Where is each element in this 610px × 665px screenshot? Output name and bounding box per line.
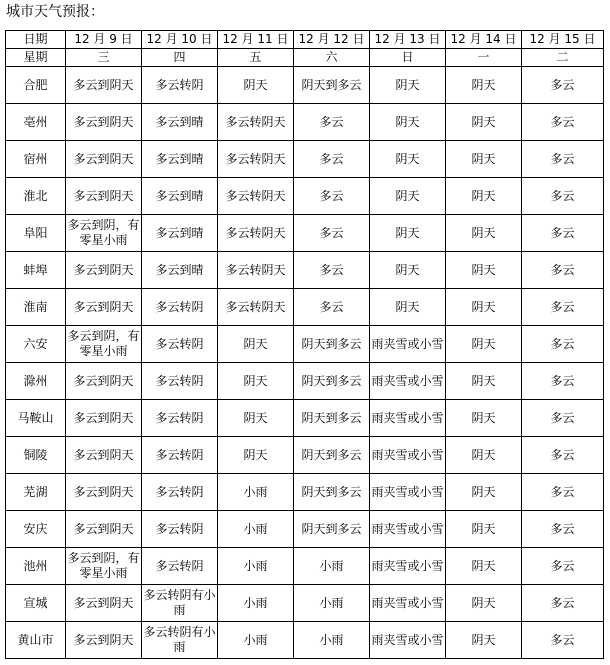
city-name-cell: 蚌埠 xyxy=(6,252,66,289)
forecast-cell: 多云 xyxy=(522,622,604,659)
forecast-cell: 多云转阴有小雨 xyxy=(142,622,218,659)
forecast-cell: 小雨 xyxy=(294,622,370,659)
forecast-cell: 多云 xyxy=(294,178,370,215)
date-cell: 12 月 12 日 xyxy=(294,31,370,49)
forecast-cell: 多云到阴天 xyxy=(66,437,142,474)
forecast-cell: 多云 xyxy=(522,178,604,215)
forecast-cell: 多云转阴天 xyxy=(218,252,294,289)
forecast-cell: 阴天 xyxy=(370,141,446,178)
forecast-cell: 阴天 xyxy=(218,326,294,363)
forecast-cell: 阴天 xyxy=(446,437,522,474)
forecast-cell: 多云 xyxy=(522,548,604,585)
forecast-cell: 阴天到多云 xyxy=(294,511,370,548)
forecast-cell: 多云到阴，有零星小雨 xyxy=(66,548,142,585)
table-row xyxy=(6,252,604,289)
page-title: 城市天气预报： xyxy=(6,4,104,20)
forecast-cell: 多云转阴 xyxy=(142,363,218,400)
forecast-cell: 阴天 xyxy=(370,215,446,252)
forecast-cell: 多云到阴天 xyxy=(66,141,142,178)
forecast-cell: 小雨 xyxy=(294,548,370,585)
forecast-cell: 多云转阴天 xyxy=(218,289,294,326)
city-name-cell: 合肥 xyxy=(6,67,66,104)
forecast-cell: 阴天到多云 xyxy=(294,363,370,400)
forecast-cell: 阴天 xyxy=(446,104,522,141)
forecast-cell: 多云转阴天 xyxy=(218,141,294,178)
weekday-cell: 一 xyxy=(446,49,522,67)
date-header-row xyxy=(6,31,604,49)
forecast-cell: 多云 xyxy=(522,400,604,437)
forecast-cell: 阴天 xyxy=(446,141,522,178)
table-row xyxy=(6,141,604,178)
weekday-cell: 六 xyxy=(294,49,370,67)
forecast-cell: 多云转阴 xyxy=(142,289,218,326)
forecast-cell: 多云到晴 xyxy=(142,178,218,215)
weekday-cell: 五 xyxy=(218,49,294,67)
forecast-cell: 阴天 xyxy=(446,215,522,252)
forecast-cell: 多云 xyxy=(522,363,604,400)
forecast-cell: 阴天 xyxy=(446,326,522,363)
forecast-cell: 多云到阴天 xyxy=(66,363,142,400)
table-row xyxy=(6,548,604,585)
forecast-cell: 多云 xyxy=(522,252,604,289)
forecast-cell: 阴天到多云 xyxy=(294,437,370,474)
date-header-label: 日期 xyxy=(6,31,66,49)
forecast-cell: 阴天 xyxy=(218,437,294,474)
forecast-cell: 小雨 xyxy=(218,622,294,659)
forecast-cell: 阴天 xyxy=(370,67,446,104)
weekday-header-row xyxy=(6,49,604,67)
forecast-cell: 多云 xyxy=(294,215,370,252)
weekday-cell: 四 xyxy=(142,49,218,67)
table-row xyxy=(6,474,604,511)
forecast-cell: 阴天 xyxy=(446,511,522,548)
table-row xyxy=(6,104,604,141)
forecast-cell: 多云转阴有小雨 xyxy=(142,585,218,622)
table-row xyxy=(6,289,604,326)
forecast-cell: 多云转阴 xyxy=(142,511,218,548)
forecast-cell: 多云 xyxy=(522,326,604,363)
forecast-cell: 多云 xyxy=(522,104,604,141)
forecast-cell: 阴天 xyxy=(370,104,446,141)
date-cell: 12 月 15 日 xyxy=(522,31,604,49)
forecast-cell: 多云 xyxy=(522,289,604,326)
forecast-cell: 多云 xyxy=(522,511,604,548)
forecast-cell: 阴天 xyxy=(218,67,294,104)
forecast-cell: 多云 xyxy=(294,252,370,289)
forecast-cell: 小雨 xyxy=(294,585,370,622)
forecast-cell: 多云到阴天 xyxy=(66,474,142,511)
forecast-cell: 多云到阴，有零星小雨 xyxy=(66,326,142,363)
city-name-cell: 宿州 xyxy=(6,141,66,178)
forecast-cell: 多云转阴 xyxy=(142,437,218,474)
date-cell: 12 月 14 日 xyxy=(446,31,522,49)
forecast-cell: 多云转阴天 xyxy=(218,215,294,252)
city-name-cell: 淮北 xyxy=(6,178,66,215)
forecast-cell: 多云到晴 xyxy=(142,104,218,141)
forecast-cell: 多云 xyxy=(522,215,604,252)
weekday-header-label: 星期 xyxy=(6,49,66,67)
table-row xyxy=(6,326,604,363)
city-name-cell: 池州 xyxy=(6,548,66,585)
forecast-cell: 阴天 xyxy=(446,178,522,215)
forecast-cell: 多云 xyxy=(294,289,370,326)
forecast-cell: 阴天 xyxy=(446,548,522,585)
forecast-cell: 小雨 xyxy=(218,511,294,548)
table-row xyxy=(6,622,604,659)
table-row xyxy=(6,67,604,104)
forecast-cell: 阴天到多云 xyxy=(294,326,370,363)
forecast-cell: 雨夹雪或小雪 xyxy=(370,326,446,363)
city-name-cell: 芜湖 xyxy=(6,474,66,511)
forecast-cell: 阴天 xyxy=(370,252,446,289)
forecast-cell: 阴天 xyxy=(446,400,522,437)
forecast-cell: 多云到阴天 xyxy=(66,289,142,326)
forecast-cell: 多云到阴，有零星小雨 xyxy=(66,215,142,252)
forecast-cell: 多云 xyxy=(522,585,604,622)
weekday-cell: 三 xyxy=(66,49,142,67)
forecast-cell: 多云到晴 xyxy=(142,215,218,252)
forecast-cell: 阴天 xyxy=(218,400,294,437)
forecast-cell: 阴天 xyxy=(446,289,522,326)
forecast-cell: 雨夹雪或小雪 xyxy=(370,474,446,511)
forecast-cell: 多云到阴天 xyxy=(66,400,142,437)
forecast-cell: 阴天 xyxy=(446,474,522,511)
date-cell: 12 月 9 日 xyxy=(66,31,142,49)
city-name-cell: 黄山市 xyxy=(6,622,66,659)
forecast-cell: 多云转阴天 xyxy=(218,178,294,215)
forecast-cell: 多云到阴天 xyxy=(66,511,142,548)
city-name-cell: 淮南 xyxy=(6,289,66,326)
forecast-cell: 阴天到多云 xyxy=(294,474,370,511)
date-cell: 12 月 11 日 xyxy=(218,31,294,49)
forecast-cell: 多云到阴天 xyxy=(66,622,142,659)
forecast-cell: 阴天 xyxy=(370,289,446,326)
forecast-table xyxy=(5,30,604,659)
forecast-cell: 阴天 xyxy=(446,252,522,289)
city-name-cell: 滁州 xyxy=(6,363,66,400)
city-name-cell: 安庆 xyxy=(6,511,66,548)
forecast-cell: 小雨 xyxy=(218,548,294,585)
forecast-cell: 阴天 xyxy=(446,622,522,659)
forecast-cell: 阴天 xyxy=(218,363,294,400)
forecast-cell: 阴天 xyxy=(446,585,522,622)
forecast-cell: 多云到阴天 xyxy=(66,67,142,104)
forecast-cell: 阴天 xyxy=(446,363,522,400)
table-row xyxy=(6,585,604,622)
forecast-cell: 多云转阴 xyxy=(142,67,218,104)
forecast-cell: 多云到阴天 xyxy=(66,585,142,622)
table-row xyxy=(6,215,604,252)
date-cell: 12 月 10 日 xyxy=(142,31,218,49)
city-name-cell: 马鞍山 xyxy=(6,400,66,437)
forecast-cell: 多云 xyxy=(522,474,604,511)
table-row xyxy=(6,363,604,400)
forecast-cell: 多云 xyxy=(294,141,370,178)
forecast-cell: 多云 xyxy=(522,141,604,178)
weekday-cell: 二 xyxy=(522,49,604,67)
forecast-cell: 雨夹雪或小雪 xyxy=(370,511,446,548)
forecast-cell: 多云到阴天 xyxy=(66,178,142,215)
forecast-cell: 雨夹雪或小雪 xyxy=(370,548,446,585)
forecast-cell: 阴天到多云 xyxy=(294,67,370,104)
forecast-cell: 多云转阴 xyxy=(142,474,218,511)
forecast-cell: 多云 xyxy=(294,104,370,141)
table-row xyxy=(6,511,604,548)
forecast-cell: 雨夹雪或小雪 xyxy=(370,622,446,659)
forecast-cell: 多云 xyxy=(522,67,604,104)
forecast-cell: 多云转阴天 xyxy=(218,104,294,141)
forecast-cell: 多云 xyxy=(522,437,604,474)
forecast-cell: 雨夹雪或小雪 xyxy=(370,437,446,474)
forecast-cell: 阴天 xyxy=(446,67,522,104)
table-row xyxy=(6,437,604,474)
forecast-cell: 阴天 xyxy=(370,178,446,215)
forecast-cell: 多云到阴天 xyxy=(66,104,142,141)
forecast-cell: 雨夹雪或小雪 xyxy=(370,400,446,437)
forecast-cell: 雨夹雪或小雪 xyxy=(370,585,446,622)
forecast-cell: 阴天到多云 xyxy=(294,400,370,437)
forecast-cell: 多云转阴 xyxy=(142,548,218,585)
city-name-cell: 铜陵 xyxy=(6,437,66,474)
table-row xyxy=(6,178,604,215)
forecast-cell: 多云到阴天 xyxy=(66,252,142,289)
table-row xyxy=(6,400,604,437)
city-name-cell: 亳州 xyxy=(6,104,66,141)
forecast-cell: 雨夹雪或小雪 xyxy=(370,363,446,400)
weekday-cell: 日 xyxy=(370,49,446,67)
city-name-cell: 阜阳 xyxy=(6,215,66,252)
forecast-cell: 小雨 xyxy=(218,474,294,511)
forecast-cell: 多云到晴 xyxy=(142,252,218,289)
city-name-cell: 宣城 xyxy=(6,585,66,622)
forecast-cell: 多云到晴 xyxy=(142,141,218,178)
forecast-cell: 多云转阴 xyxy=(142,400,218,437)
date-cell: 12 月 13 日 xyxy=(370,31,446,49)
city-name-cell: 六安 xyxy=(6,326,66,363)
forecast-cell: 小雨 xyxy=(218,585,294,622)
forecast-cell: 多云转阴 xyxy=(142,326,218,363)
